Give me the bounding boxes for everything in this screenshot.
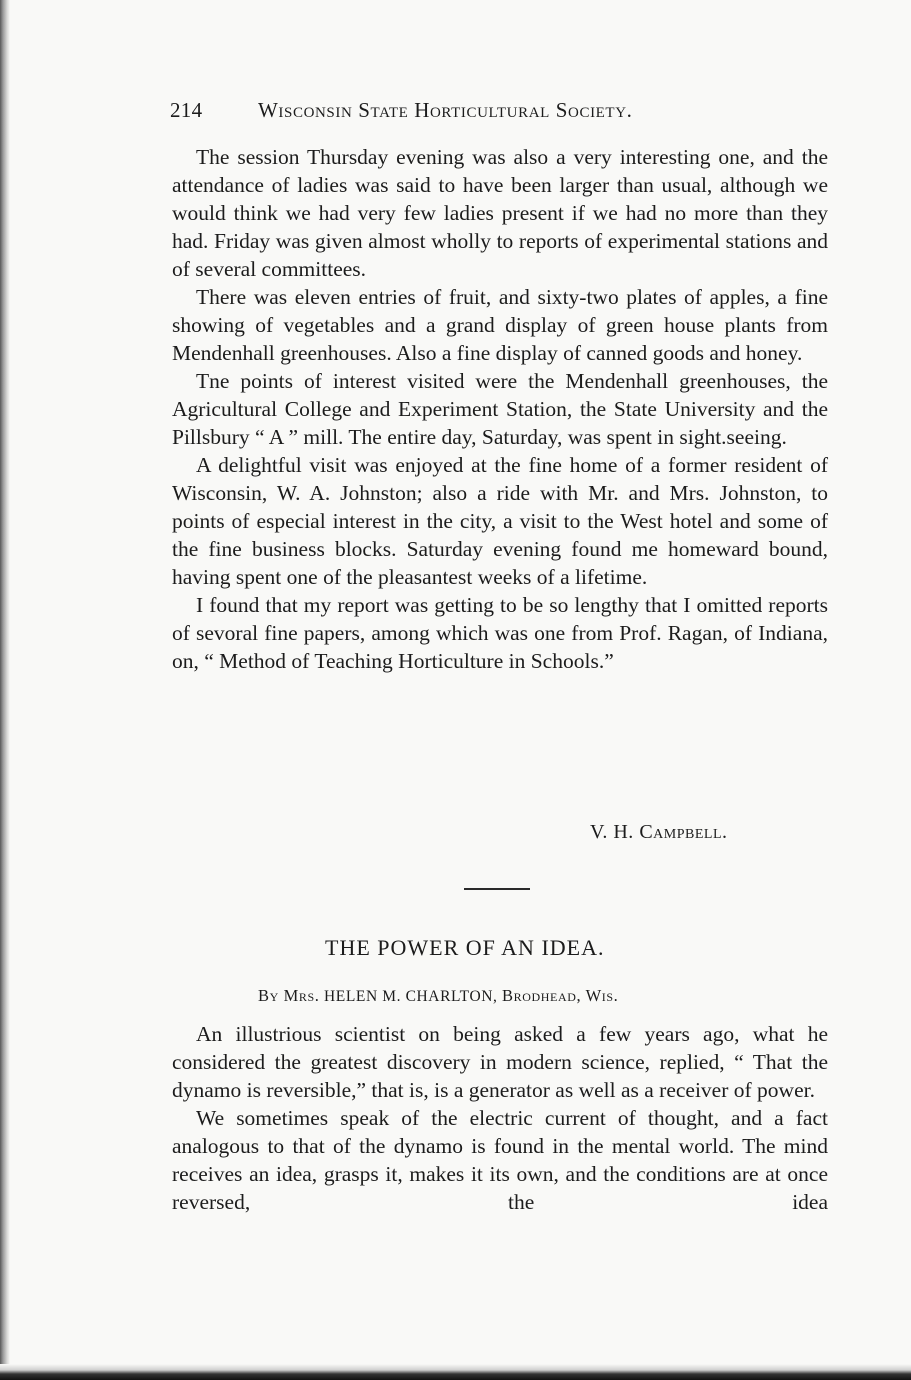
report-signature xyxy=(590,821,728,844)
running-head: Wisconsin State Horticultural Society. xyxy=(258,98,633,122)
report-paragraph: A delightful visit was enjoyed at the fine home of a former resident of Wisconsin, W. A. Johnston; also a ride with Mr. and Mrs. Johnston, to points of especial interest in the city, a visit to the West hotel and some of the fine business blocks. Saturday evening found me homeward bound, having spent one of the pleasantest weeks of a lifetime. xyxy=(172,453,828,589)
page-header xyxy=(170,98,780,128)
article-title: THE POWER OF AN IDEA. xyxy=(325,935,605,960)
signature-name: Campbell. xyxy=(639,821,728,843)
byline-author: HELEN M. CHARLTON, xyxy=(323,988,498,1005)
signature-initials: V. H. xyxy=(590,821,634,843)
report-paragraph: Tne points of interest visited were the Mendenhall greenhouses, the Agricultural College and Experiment Station, the State University and the Pillsbury “ A ” mill. The entire day, Saturday, was spent in sight.seeing. xyxy=(172,369,828,449)
binding-shadow xyxy=(0,0,10,1380)
scan-bottom-edge xyxy=(0,1364,911,1380)
report-body xyxy=(172,143,828,675)
report-paragraph: There was eleven entries of fruit, and sixty-two plates of apples, a fine showing of vegetables and a grand display of green house plants from Mendenhall greenhouses. Also a fine display of canned goods and honey. xyxy=(172,285,828,365)
byline-place: Brodhead, Wis. xyxy=(502,986,619,1005)
article-paragraph: We sometimes speak of the electric current of thought, and a fact analogous to that of the dynamo is found in the mental world. The mind receives an idea, grasps it, makes it its own, and the conditions are at once reversed, the idea xyxy=(172,1106,828,1214)
article-body xyxy=(172,1020,828,1216)
report-paragraph: I found that my report was getting to be so lengthy that I omitted reports of sevoral fine papers, among which was one from Prof. Ragan, of Indiana, on, “ Method of Teaching Horticulture in Schools.” xyxy=(172,593,828,673)
byline-prefix: By Mrs. xyxy=(258,986,320,1005)
article-byline xyxy=(258,986,618,1006)
section-divider xyxy=(464,888,530,890)
report-paragraph: The session Thursday evening was also a very interesting one, and the attendance of ladies was said to have been larger than usual, although we would think we had very few ladies present if we had no more than they had. Friday was given almost wholly to reports of experimental stations and of several committees. xyxy=(172,145,828,281)
article-paragraph: An illustrious scientist on being asked a few years ago, what he considered the greatest discovery in modern science, replied, “ That the dynamo is reversible,” that is, is a generator as well as a receiver of power. xyxy=(172,1022,828,1102)
page-number: 214 xyxy=(170,98,203,122)
